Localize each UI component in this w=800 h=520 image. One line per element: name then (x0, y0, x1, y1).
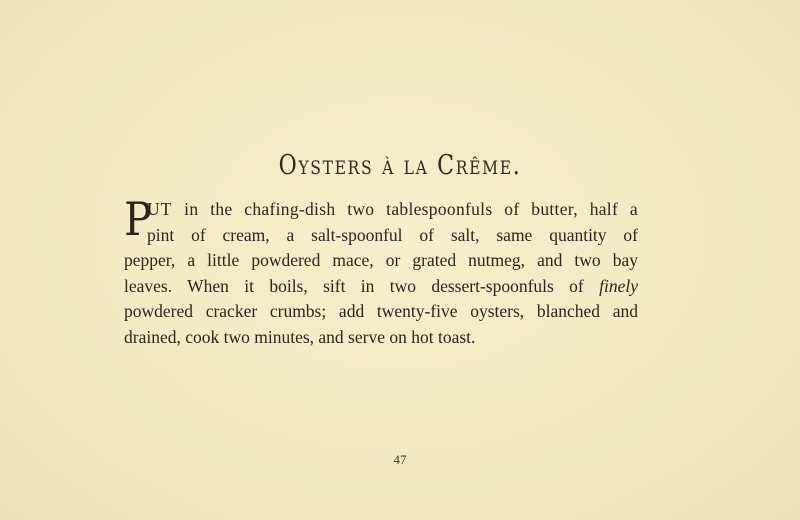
body-line-3: pepper, a little powdered mace, or grated nutmeg, and two bay (124, 250, 638, 271)
recipe-body (124, 192, 638, 351)
body-line-5: powdered cracker crumbs; add twenty-five oysters, blanched and (124, 301, 638, 322)
body-line-6: drained, cook two minutes, and serve on hot toast. (124, 326, 476, 347)
first-word-caps: UT (147, 199, 173, 219)
body-line-2: pint of cream, a salt-spoonful of salt, same quantity of (147, 224, 638, 245)
page-number: 47 (393, 452, 407, 467)
body-line-4 (124, 274, 638, 300)
recipe-title: Oysters à la Crême. (278, 150, 522, 181)
body-line-4-text: leaves. When it boils, sift in two dessert-spoonfuls of (124, 275, 600, 296)
body-line-1-text: in the chafing-dish two tablespoonfuls of butter, half a (172, 199, 638, 219)
drop-cap: P (124, 192, 152, 246)
emphasis-word: finely (599, 275, 638, 296)
body-line-1 (124, 197, 638, 223)
